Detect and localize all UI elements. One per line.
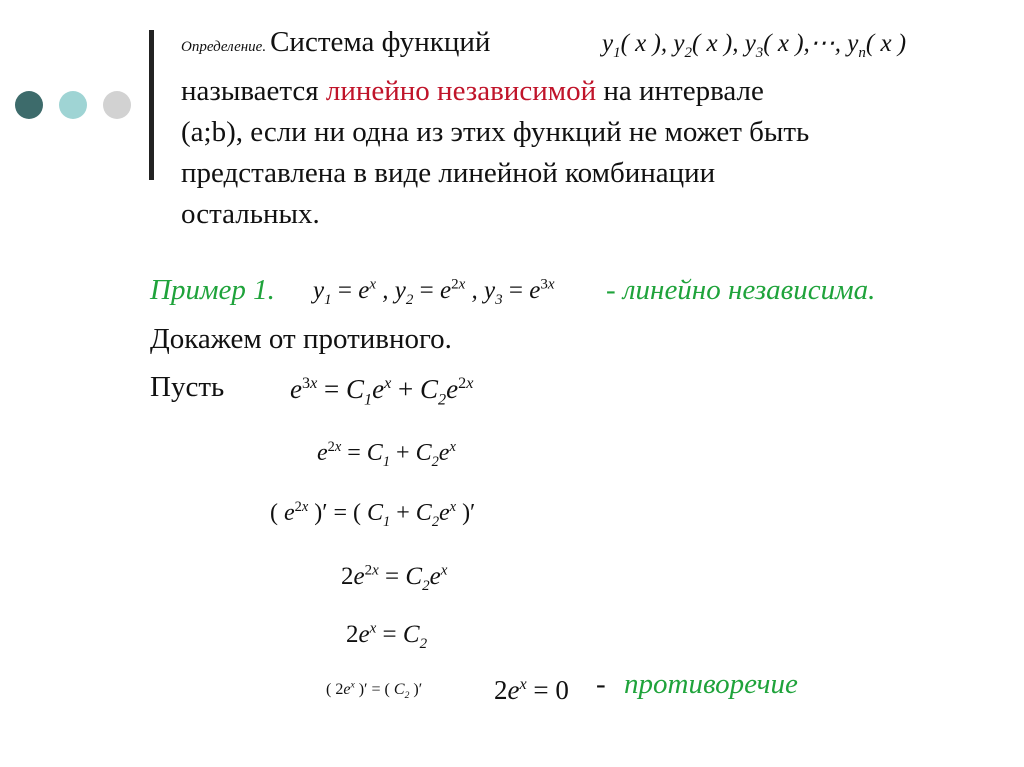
decor-dot-light	[59, 91, 87, 119]
proof-let: Пусть	[150, 371, 225, 403]
contradiction-dash: -	[596, 668, 606, 700]
example-label: Пример 1.	[150, 274, 275, 306]
definition-line-4: представлена в виде линейной комбинации	[181, 157, 716, 189]
example-conclusion: - линейно независима.	[606, 274, 876, 306]
equation-4: $2e^{2x} = C_2e^x$	[341, 562, 448, 594]
proof-intro: Докажем от противного.	[150, 323, 452, 355]
equation-3: ( $e^{2x}$ )′ = ( $C_1 + C_2e^x$ )′	[270, 499, 476, 530]
equation-6: ( $2e^x$ )′ = ( $C_2$ )′	[326, 679, 423, 702]
equation-5: $2e^x = C_2$	[346, 620, 428, 652]
definition-line-2: называется линейно независимой на интервале	[181, 75, 764, 107]
equation-7: $2e^x = 0$	[494, 675, 569, 705]
definition-label: Определение.	[181, 39, 267, 55]
vertical-divider	[149, 30, 154, 180]
definition-line-3: (a;b), если ни одна из этих функций не может быть	[181, 116, 810, 148]
function-system-formula: $y_1$( x ), $y_2$( x ), $y_3$( x ),⋯, $y_n$( x )	[602, 30, 907, 61]
equation-1: $e^{3x} = C_1e^x + C_2e^{2x}$	[290, 374, 474, 409]
definition-line-5: остальных.	[181, 198, 320, 230]
decor-dot-gray	[103, 91, 131, 119]
contradiction-label: противоречие	[624, 668, 798, 700]
equation-2: $e^{2x} = C_1 + C_2e^x$	[317, 439, 456, 470]
definition-first-line	[181, 26, 490, 59]
decor-dot-dark	[15, 91, 43, 119]
definition-intro: Система функций	[270, 26, 491, 58]
definition-body	[181, 71, 809, 235]
example-functions-formula: $y_1 = e^x$ , $y_2 = e^{2x}$ , $y_3 = e^{3x}$	[313, 276, 555, 308]
linearly-independent-term: линейно независимой	[325, 75, 597, 107]
